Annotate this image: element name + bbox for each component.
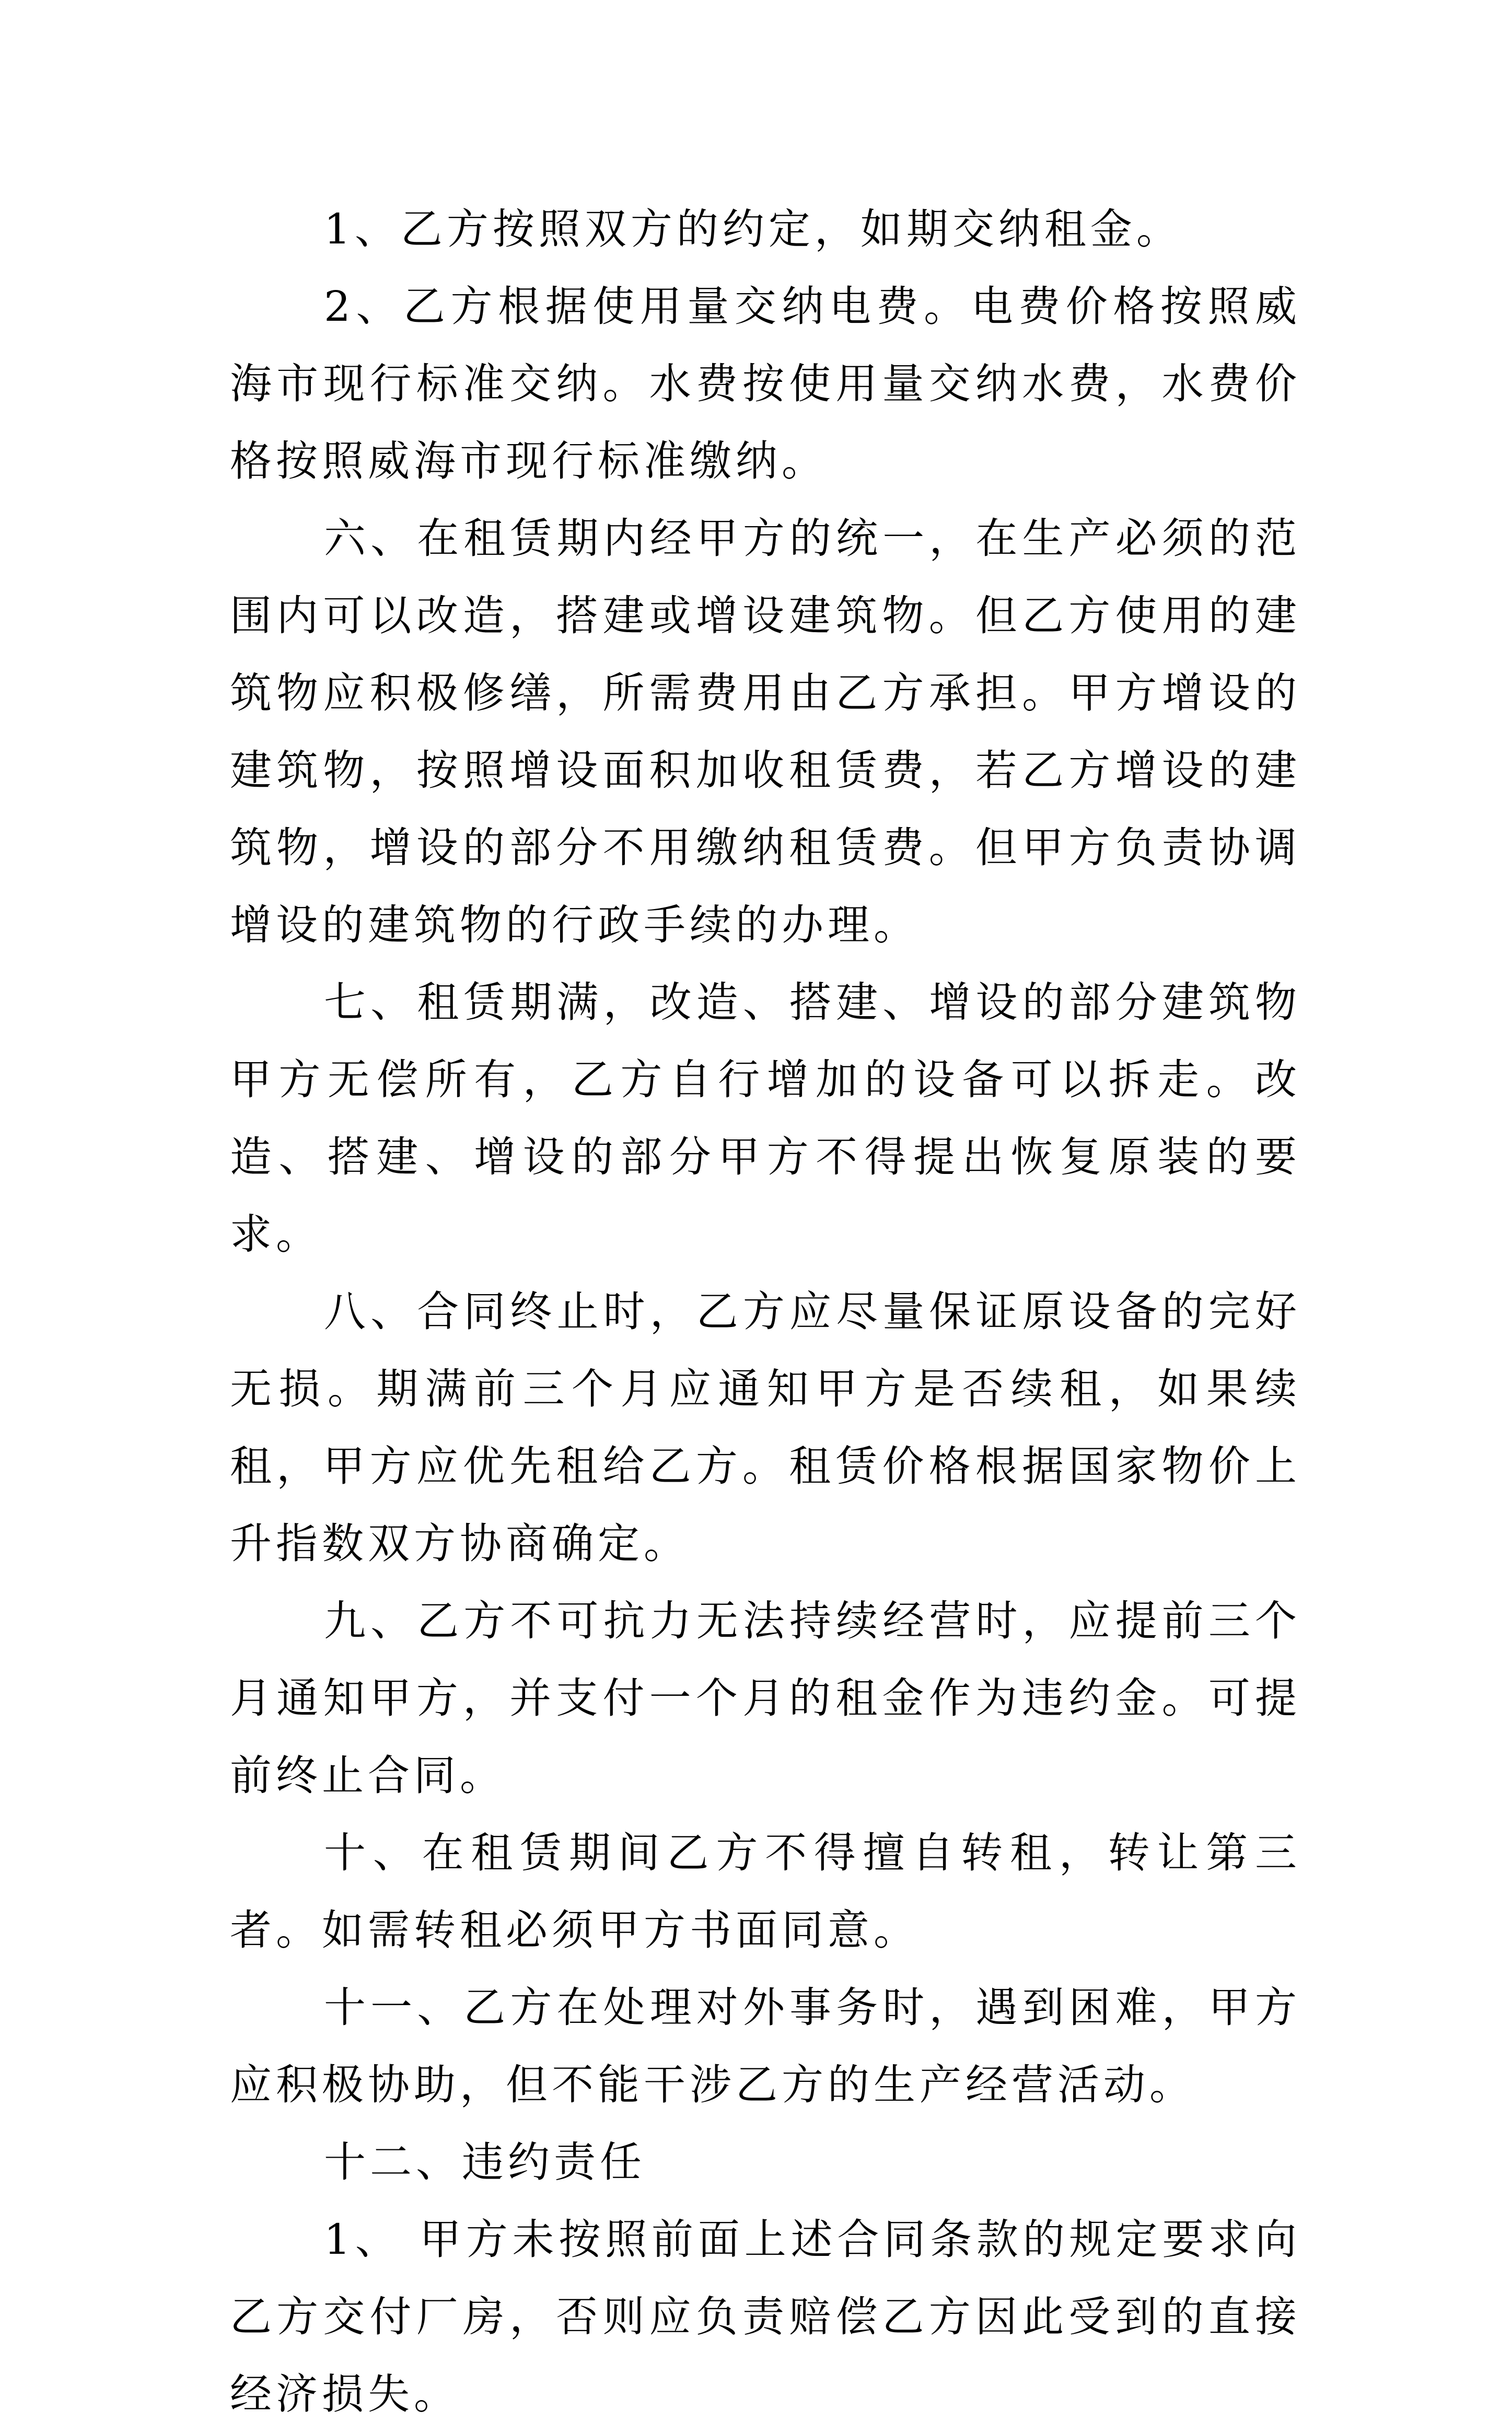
- document-body: [230, 191, 1301, 2433]
- paragraph-clause-12-item-1: 1、 甲方未按照前面上述合同条款的规定要求向乙方交付厂房，否则应负责赔偿乙方因此受到的直接经济损失。: [230, 2215, 1301, 2418]
- paragraph-clause-6: 六、在租赁期内经甲方的统一，在生产必须的范围内可以改造，搭建或增设建筑物。但乙方使用的建筑物应积极修缮，所需费用由乙方承担。甲方增设的建筑物，按照增设面积加收租赁费，若乙方增设的建筑物，增设的部分不用缴纳租赁费。但甲方负责协调增设的建筑物的行政手续的办理。: [230, 514, 1301, 949]
- paragraph-clause-10: 十、在租赁期间乙方不得擅自转租，转让第三者。如需转租必须甲方书面同意。: [230, 1829, 1301, 1954]
- paragraph-clause-7: 七、租赁期满，改造、搭建、增设的部分建筑物甲方无偿所有，乙方自行增加的设备可以拆走。改造、搭建、增设的部分甲方不得提出恢复原装的要求。: [230, 978, 1301, 1259]
- paragraph-clause-12-heading: 十二、违约责任: [324, 2138, 646, 2186]
- paragraph-clause-8: 八、合同终止时，乙方应尽量保证原设备的完好无损。期满前三个月应通知甲方是否续租，如果续租，甲方应优先租给乙方。租赁价格根据国家物价上升指数双方协商确定。: [230, 1287, 1301, 1568]
- paragraph-clause-11: 十一、乙方在处理对外事务时，遇到困难，甲方应积极协助，但不能干涉乙方的生产经营活动。: [230, 1983, 1301, 2109]
- paragraph-rent-payment: 1、乙方按照双方的约定，如期交纳租金。: [324, 205, 1182, 253]
- paragraph-clause-9: 九、乙方不可抗力无法持续经营时，应提前三个月通知甲方，并支付一个月的租金作为违约金。可提前终止合同。: [230, 1597, 1301, 1800]
- paragraph-utility-fees: 2、乙方根据使用量交纳电费。电费价格按照威海市现行标准交纳。水费按使用量交纳水费，水费价格按照威海市现行标准缴纳。: [230, 282, 1301, 485]
